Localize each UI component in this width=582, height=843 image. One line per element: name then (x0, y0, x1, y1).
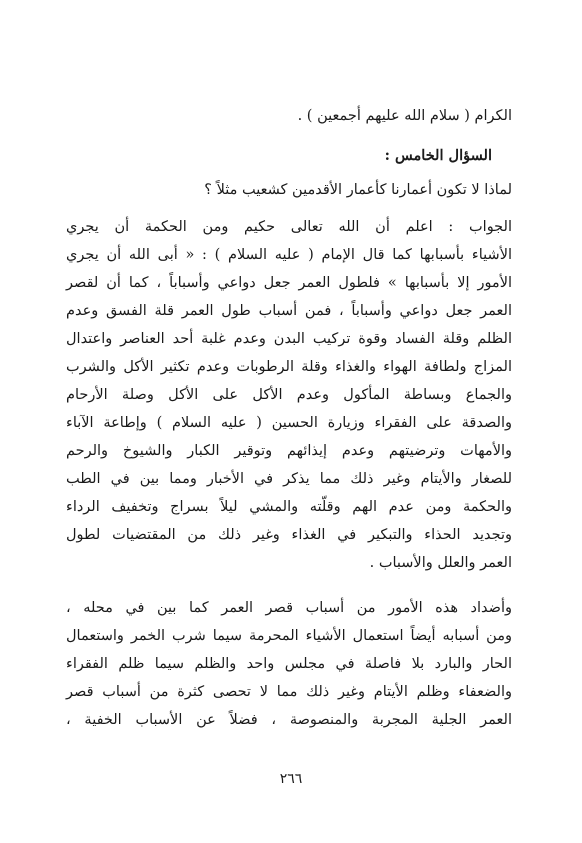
paragraph2-line-4: والضعفاء وظلم الأيتام وغير ذلك مما لا تحصى كثرة من أسباب قصر (66, 684, 512, 700)
answer-line-13: العمر والعلل والأسباب . (369, 555, 512, 571)
question-heading: السؤال الخامس : (384, 147, 492, 164)
answer-line-4: العمر جعل دواعي وأسباباً ، فمن أسباب طول العمر قلة الفسق وعدم (66, 303, 512, 319)
question-text: لماذا لا تكون أعمارنا كأعمار الأقدمين كشعيب مثلاً ؟ (204, 182, 512, 198)
answer-line-9: والأمهات وترضيتهم وعدم إيذائهم وتوقير الكبار والشيوخ والرحم (66, 443, 512, 459)
answer-line-11: والحكمة ومن عدم الهم وقلّته والمشي ليلاً بسراج وتخفيف الرداء (66, 499, 512, 515)
answer-line-8: والصدقة على الفقراء وزيارة الحسين ( عليه السلام ) وإطاعة الآباء (66, 415, 512, 431)
text-line-1: الكرام ( سلام الله عليهم أجمعين ) . (297, 108, 512, 124)
answer-line-2: الأشياء بأسبابها كما قال الإمام ( عليه السلام ) : « أبى الله أن يجري (66, 247, 512, 263)
paragraph2-line-2: ومن أسبابه أيضاً استعمال الأشياء المحرمة سيما شرب الخمر واستعمال (66, 628, 512, 644)
answer-line-7: والجماع وبساطة المأكول وعدم الأكل على الأكل وصلة الأرحام (66, 387, 512, 403)
answer-line-1: الجواب : اعلم أن الله تعالى حكيم ومن الحكمة أن يجري (66, 219, 512, 235)
answer-line-12: وتجديد الحذاء والتبكير في الغذاء وغير ذلك من المقتضيات لطول (66, 527, 512, 543)
page-number: ٢٦٦ (279, 771, 303, 787)
answer-line-6: المزاج ولطافة الهواء والغذاء وقلة الرطوبات وعدم تكثير الأكل والشرب (66, 359, 512, 375)
paragraph2-line-5: العمر الجلية المجربة والمنصوصة ، فضلاً عن الأسباب الخفية ، (66, 712, 512, 728)
answer-line-3: الأمور إلا بأسبابها » فلطول العمر جعل دواعي وأسباباً ، كما أن لقصر (66, 275, 512, 291)
paragraph2-line-3: الحار والبارد بلا فاصلة في مجلس واحد والظلم سيما ظلم الفقراء (66, 656, 512, 672)
answer-line-5: الظلم وقلة الفساد وقوة تركيب البدن وعدم غلبة أحد العناصر واعتدال (66, 331, 512, 347)
answer-line-10: للصغار والأيتام وغير ذلك مما يذكر في الأخبار ومما بين في الطب (66, 471, 512, 487)
paragraph2-line-1: وأضداد هذه الأمور من أسباب قصر العمر كما بين في محله ، (66, 600, 512, 616)
